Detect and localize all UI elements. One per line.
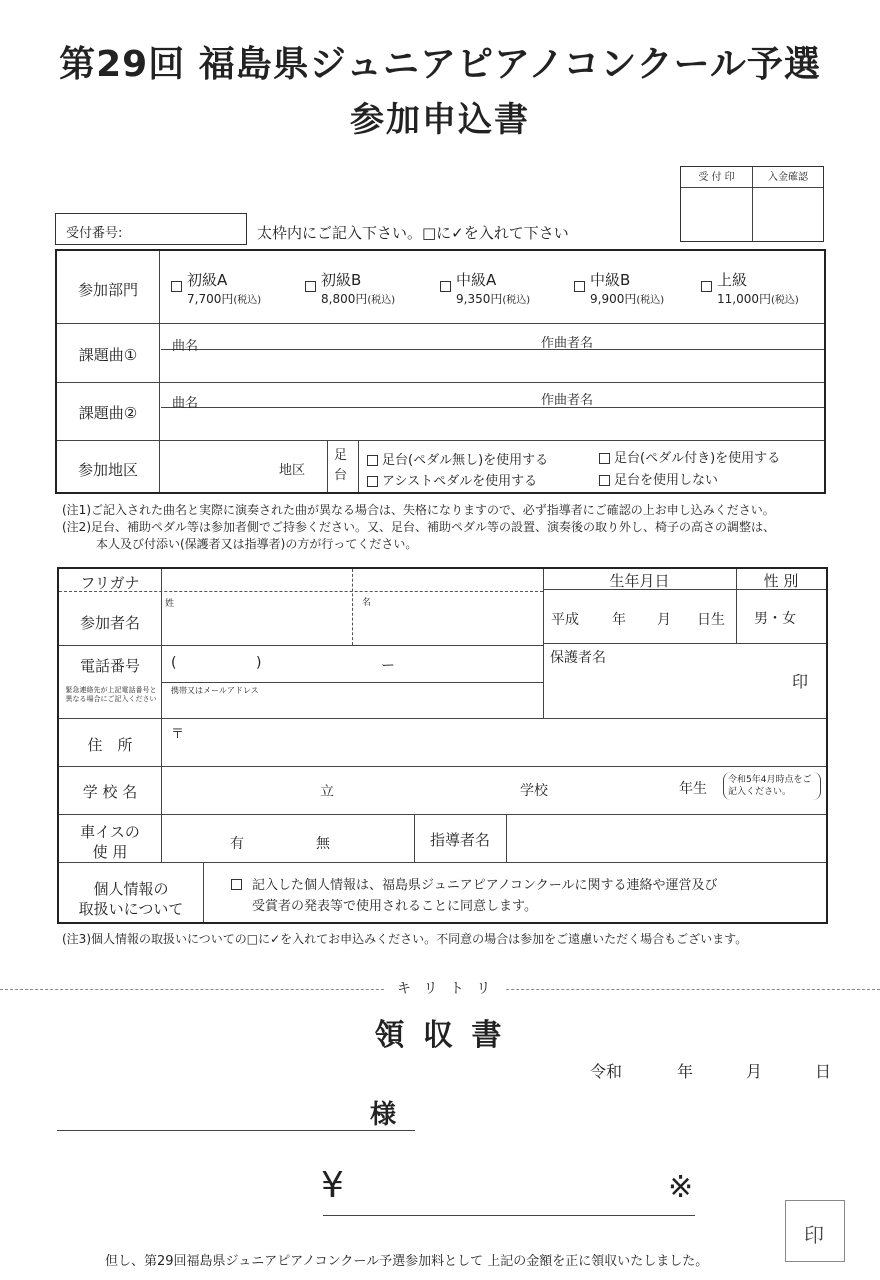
footstool-option-with-pedal[interactable] [599, 447, 780, 466]
receipt-footer: 但し、第29回福島県ジュニアピアノコンクール予選参加料として 上記の金額を正に領収いたしました。 [105, 1254, 709, 1269]
division-checkbox[interactable] [440, 281, 451, 292]
birth-era: 平成 [551, 612, 579, 628]
wheelchair-yes[interactable]: 有 [230, 836, 244, 852]
footstool-label: 足台 [334, 448, 348, 483]
receipt-sama: 様 [370, 1100, 397, 1130]
receipt-era: 令和 [590, 1062, 623, 1081]
applicant-name-label: 参加者名 [79, 614, 140, 632]
region-label: 参加地区 [77, 461, 138, 479]
privacy-label-2: 取扱いについて [78, 900, 184, 918]
division-checkbox[interactable] [305, 281, 316, 292]
note-2a: (注2)足台、補助ペダル等は参加者側でご持参ください。又、足台、補助ペダル等の設置、演奏後の取り外し、椅子の高さの調整は、 [62, 520, 776, 534]
surname-label: 姓 [165, 599, 175, 609]
division-checkbox[interactable] [701, 281, 712, 292]
piece2-label: 課題曲② [78, 404, 138, 422]
receipt-month: 月 [746, 1062, 763, 1081]
footstool-option-label: アシストペダルを使用する [382, 474, 538, 489]
given-name-input[interactable] [354, 593, 542, 643]
given-name-label: 名 [362, 598, 372, 608]
footstool-option-none[interactable] [599, 469, 718, 488]
office-stamp-box [680, 166, 824, 242]
piece2-song-name-label: 曲名 [172, 396, 199, 411]
receipt-yen-symbol: ¥ [321, 1165, 344, 1206]
school-input[interactable] [163, 768, 703, 812]
footstool-checkbox[interactable] [599, 475, 610, 486]
division-price: 9,900円 [590, 292, 637, 306]
piece1-song-name-label: 曲名 [172, 339, 199, 354]
receipt-seal-box [785, 1200, 845, 1262]
piece2-composer-label: 作曲者名 [541, 393, 594, 408]
wheelchair-label-1: 車イスの [80, 823, 140, 841]
reception-number-label: 受付番号: [66, 226, 123, 241]
footstool-checkbox[interactable] [367, 476, 378, 487]
school-label: 学 校 名 [82, 783, 138, 801]
piece2-input-area[interactable] [161, 409, 824, 439]
cut-line-label: キ リ ト リ [385, 978, 506, 998]
receipt-seal: 印 [804, 1223, 824, 1247]
footstool-option-label: 足台(ペダル無し)を使用する [382, 453, 549, 468]
footstool-option-no-pedal[interactable] [367, 449, 548, 468]
form-title: 第29回 福島県ジュニアピアノコンクール予選 [59, 44, 821, 85]
division-checkbox[interactable] [171, 281, 182, 292]
note-3: (注3)個人情報の取扱いについての□に✓を入れてお申込みください。不同意の場合は参加をご遠慮いただく場合もございます。 [62, 932, 748, 946]
phone-input[interactable] [163, 647, 541, 681]
phone-label: 電話番号 [79, 657, 140, 675]
phone-paren-open: ( [171, 655, 177, 671]
note-1: (注1)ご記入された曲名と実際に演奏された曲が異なる場合は、失格になりますので、必ず指導者にご確認の上お申し込みください。 [62, 503, 775, 517]
receipt-amount-input[interactable] [360, 1165, 660, 1213]
division-name: 初級B [321, 271, 362, 289]
division-price: 11,000円 [717, 292, 771, 306]
guardian-seal: 印 [792, 672, 809, 691]
guardian-label: 保護者名 [550, 650, 606, 666]
emergency-note: 緊急連絡先が上記電話番号と異なる場合にご記入ください [65, 686, 157, 703]
mobile-input[interactable] [163, 684, 541, 717]
division-price: 7,700円 [187, 292, 234, 306]
mobile-hint: 携帯又はメールアドレス [171, 686, 259, 695]
division-name: 上級 [717, 271, 748, 289]
received-stamp-label: 受 付 印 [698, 172, 735, 183]
phone-dash: ー [381, 658, 395, 674]
surname-input[interactable] [163, 593, 351, 643]
guardian-input[interactable] [545, 665, 785, 715]
receipt-recipient-input[interactable] [57, 1090, 415, 1130]
birth-year-unit: 年 [612, 612, 626, 628]
footstool-option-assist-pedal[interactable] [367, 470, 537, 489]
division-label: 参加部門 [77, 281, 138, 299]
gender-label: 性 別 [763, 572, 799, 590]
form-subtitle: 参加申込書 [350, 100, 530, 140]
receipt-year: 年 [677, 1062, 694, 1081]
address-input[interactable] [163, 720, 824, 764]
division-tax: (税込) [233, 295, 262, 306]
district-label: 地区 [279, 463, 306, 478]
footstool-checkbox[interactable] [367, 455, 378, 466]
applicant-table [57, 567, 828, 924]
birth-date-label: 生年月日 [609, 572, 670, 590]
school-suffix: 学校 [520, 783, 548, 799]
postal-mark: 〒 [171, 727, 185, 742]
wheelchair-no[interactable]: 無 [316, 836, 330, 852]
school-public-suffix: 立 [320, 784, 334, 800]
receipt-title: 領 収 書 [374, 1018, 506, 1053]
grade-suffix: 年生 [679, 781, 707, 797]
teacher-input[interactable] [508, 816, 824, 860]
privacy-consent-checkbox[interactable] [231, 879, 242, 890]
birth-day-unit: 日生 [697, 612, 725, 628]
privacy-label-1: 個人情報の [93, 880, 169, 898]
footstool-option-label: 足台を使用しない [614, 473, 719, 488]
division-name: 初級A [187, 271, 228, 289]
piece1-label: 課題曲① [78, 346, 138, 364]
footstool-option-label: 足台(ペダル付き)を使用する [614, 451, 781, 466]
receipt-day: 日 [815, 1062, 832, 1081]
payment-confirm-label: 入金確認 [768, 172, 808, 183]
wheelchair-label-2: 使 用 [92, 843, 128, 861]
reception-number-field[interactable] [55, 213, 247, 245]
entry-table [55, 249, 826, 494]
footstool-checkbox[interactable] [599, 453, 610, 464]
division-tax: (税込) [502, 295, 531, 306]
instruction-text: 太枠内にご記入下さい。□に✓を入れて下さい [257, 224, 569, 242]
furigana-label: フリガナ [80, 574, 140, 592]
privacy-text-2: 受賞者の発表等で使用されることに同意します。 [252, 899, 537, 914]
gender-options[interactable]: 男・女 [754, 611, 796, 627]
division-name: 中級B [590, 271, 631, 289]
piece1-composer-label: 作曲者名 [541, 336, 594, 351]
division-tax: (税込) [771, 295, 799, 306]
phone-paren-close: ) [256, 655, 262, 671]
birth-month-unit: 月 [657, 612, 671, 628]
division-tax: (税込) [636, 295, 665, 306]
piece1-input-area[interactable] [161, 351, 824, 381]
division-checkbox[interactable] [574, 281, 585, 292]
address-label: 住 所 [87, 736, 133, 754]
teacher-label: 指導者名 [429, 831, 490, 849]
division-price: 8,800円 [321, 292, 368, 306]
grade-note: 令和5年4月時点をご記入ください。 [723, 772, 821, 800]
division-name: 中級A [456, 271, 497, 289]
note-2b: 本人及び付添い(保護者又は指導者)の方が行ってください。 [96, 537, 418, 551]
division-price: 9,350円 [456, 292, 503, 306]
division-tax: (税込) [367, 295, 396, 306]
privacy-text-1: 記入した個人情報は、福島県ジュニアピアノコンクールに関する連絡や運営及び [252, 878, 718, 893]
receipt-asterisk: ※ [668, 1170, 694, 1205]
